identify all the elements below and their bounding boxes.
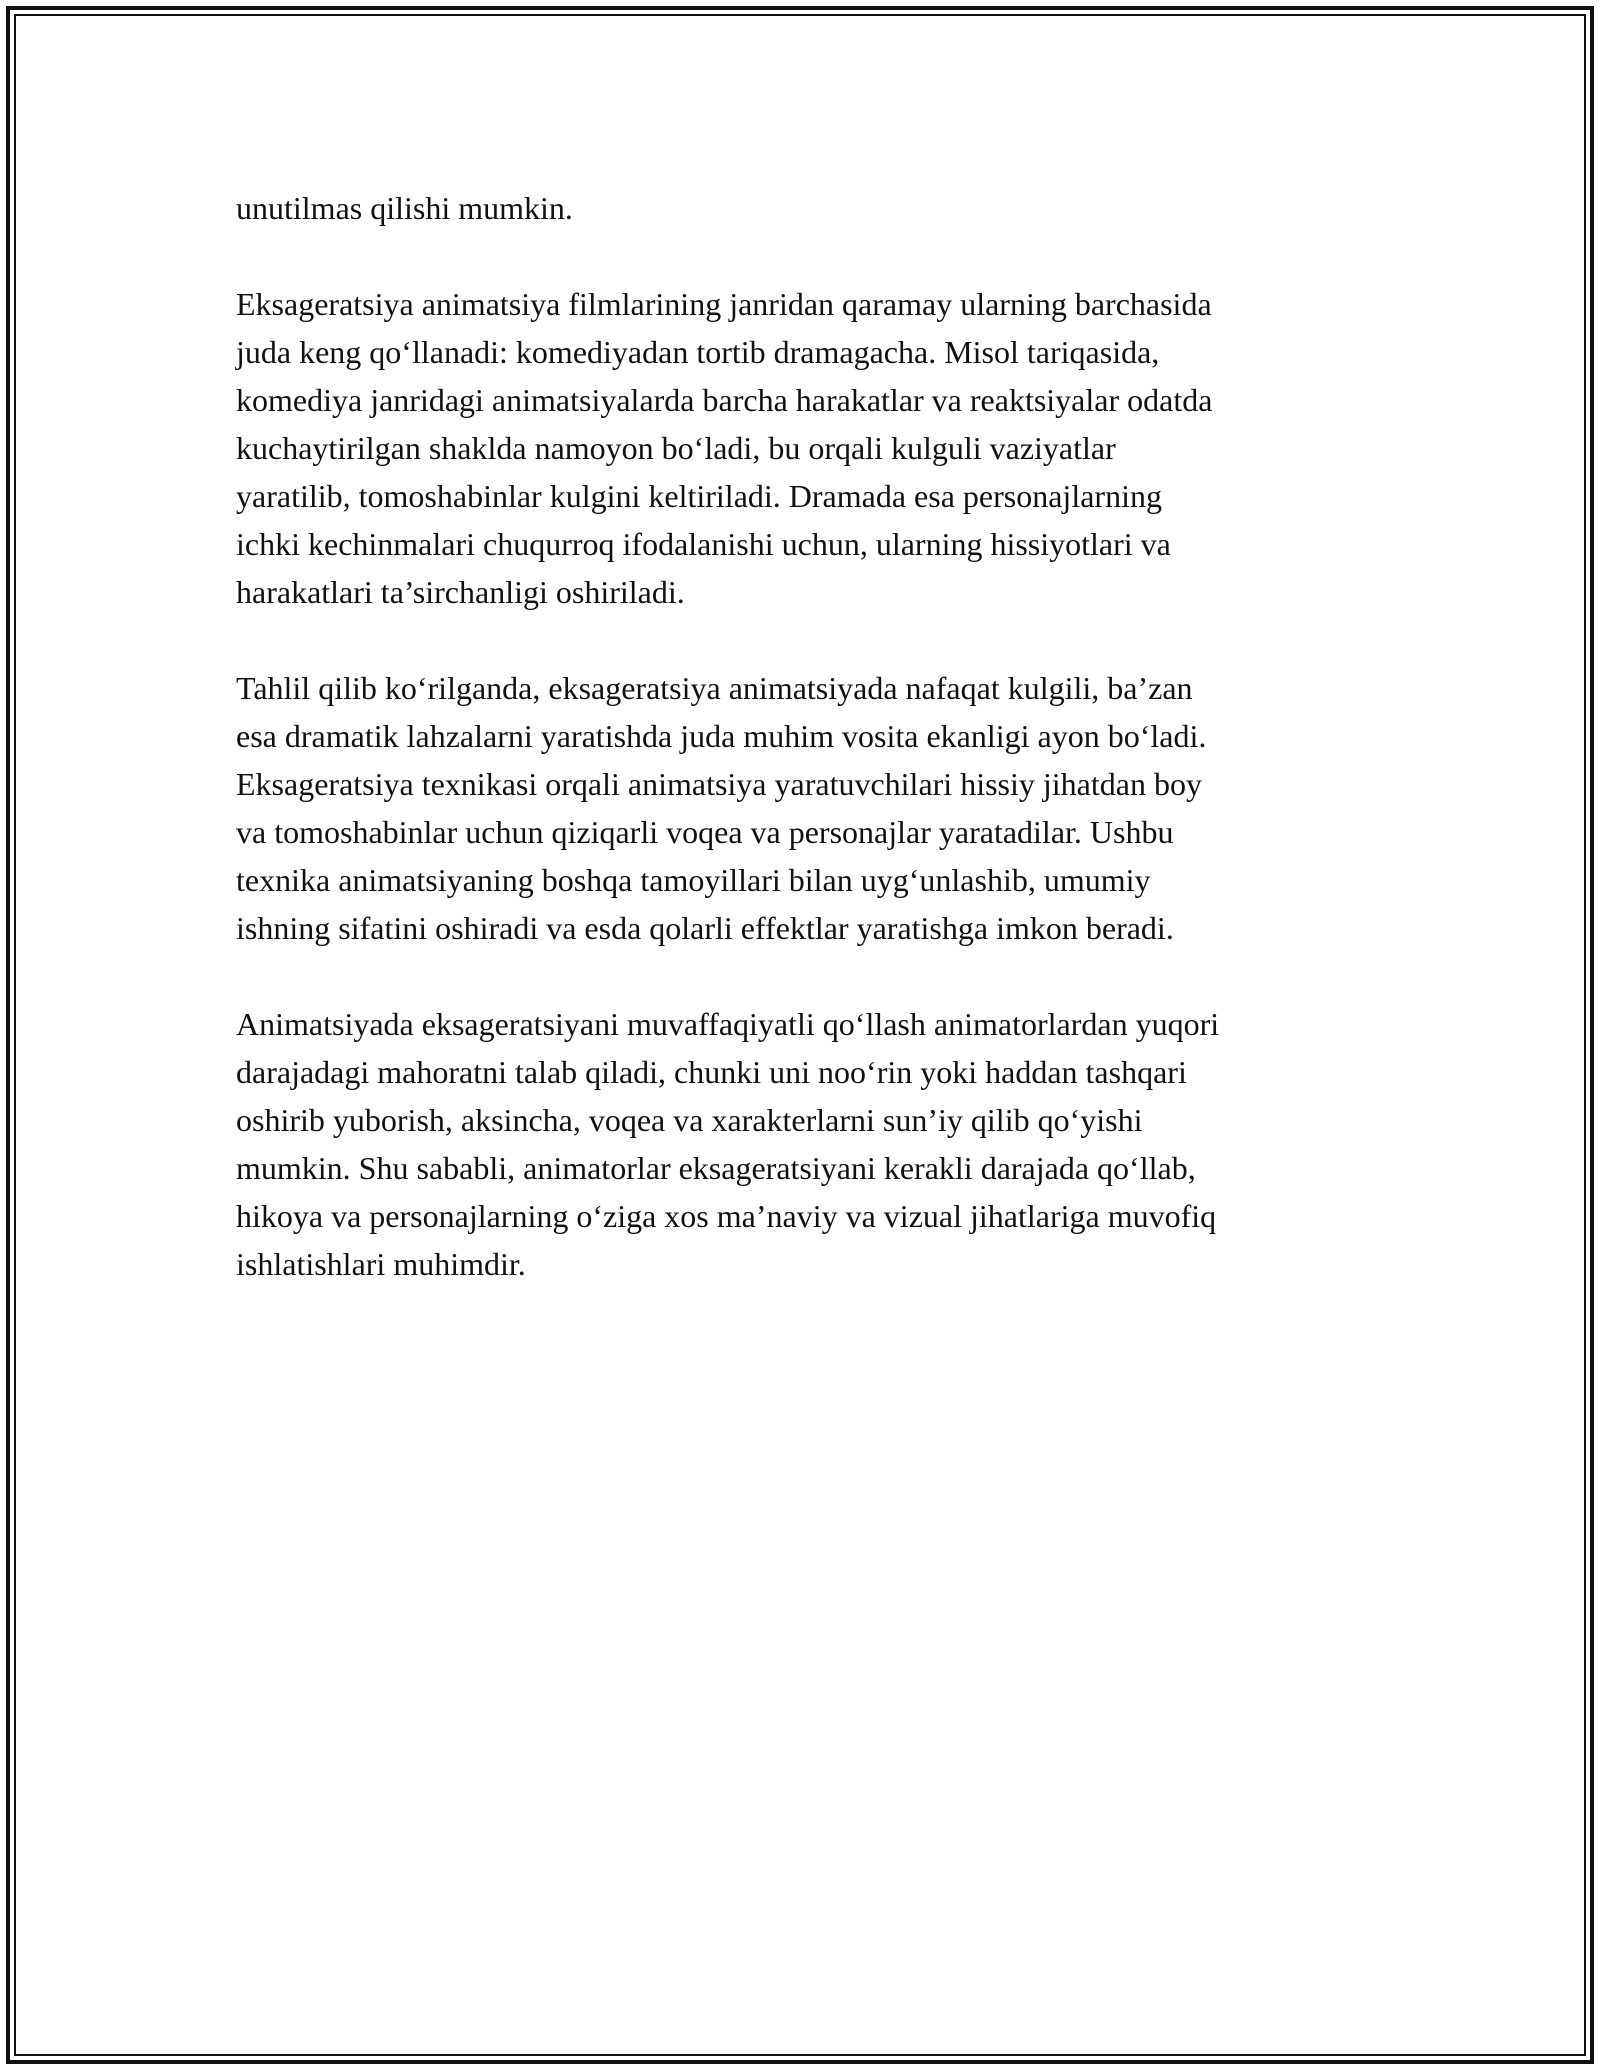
text-line: komediya janridagi animatsiyalarda barcha harakatlar va reaktsiyalar odatda xyxy=(236,382,1213,418)
text-line: harakatlari ta’sirchanligi oshiriladi. xyxy=(236,574,685,610)
text-line: juda keng qo‘llanadi: komediyadan tortib dramagacha. Misol tariqasida, xyxy=(236,334,1160,370)
text-line: ishning sifatini oshiradi va esda qolarli effektlar yaratishga imkon beradi. xyxy=(236,910,1174,946)
text-line: esa dramatik lahzalarni yaratishda juda muhim vosita ekanligi ayon bo‘ladi. xyxy=(236,718,1207,754)
text-line: yaratilib, tomoshabinlar kulgini keltiriladi. Dramada esa personajlarning xyxy=(236,478,1162,514)
text-line: texnika animatsiyaning boshqa tamoyillari bilan uyg‘unlashib, umumiy xyxy=(236,862,1151,898)
text-line: va tomoshabinlar uchun qiziqarli voqea va personajlar yaratadilar. Ushbu xyxy=(236,814,1174,850)
paragraph-1 xyxy=(236,184,1376,232)
text-line: Tahlil qilib ko‘rilganda, eksageratsiya animatsiyada nafaqat kulgili, ba’zan xyxy=(236,670,1193,706)
paragraph-3 xyxy=(236,664,1376,952)
paragraph-2 xyxy=(236,280,1376,616)
text-line: ichki kechinmalari chuqurroq ifodalanishi uchun, ularning hissiyotlari va xyxy=(236,526,1171,562)
text-line: Animatsiyada eksageratsiyani muvaffaqiyatli qo‘llash animatorlardan yuqori xyxy=(236,1006,1220,1042)
text-line: darajadagi mahoratni talab qiladi, chunki uni noo‘rin yoki haddan tashqari xyxy=(236,1054,1187,1090)
paragraph-4 xyxy=(236,1000,1376,1288)
text-line: Eksageratsiya animatsiya filmlarining janridan qaramay ularning barchasida xyxy=(236,286,1212,322)
text-line: oshirib yuborish, aksincha, voqea va xarakterlarni sun’iy qilib qo‘yishi xyxy=(236,1102,1143,1138)
text-line: mumkin. Shu sababli, animatorlar eksageratsiyani kerakli darajada qo‘llab, xyxy=(236,1150,1196,1186)
text-line: unutilmas qilishi mumkin. xyxy=(236,190,573,226)
text-line: hikoya va personajlarning o‘ziga xos ma’naviy va vizual jihatlariga muvofiq xyxy=(236,1198,1217,1234)
text-line: Eksageratsiya texnikasi orqali animatsiya yaratuvchilari hissiy jihatdan boy xyxy=(236,766,1202,802)
text-line: ishlatishlari muhimdir. xyxy=(236,1246,526,1282)
text-line: kuchaytirilgan shaklda namoyon bo‘ladi, bu orqali kulguli vaziyatlar xyxy=(236,430,1116,466)
page-body xyxy=(236,184,1376,1336)
